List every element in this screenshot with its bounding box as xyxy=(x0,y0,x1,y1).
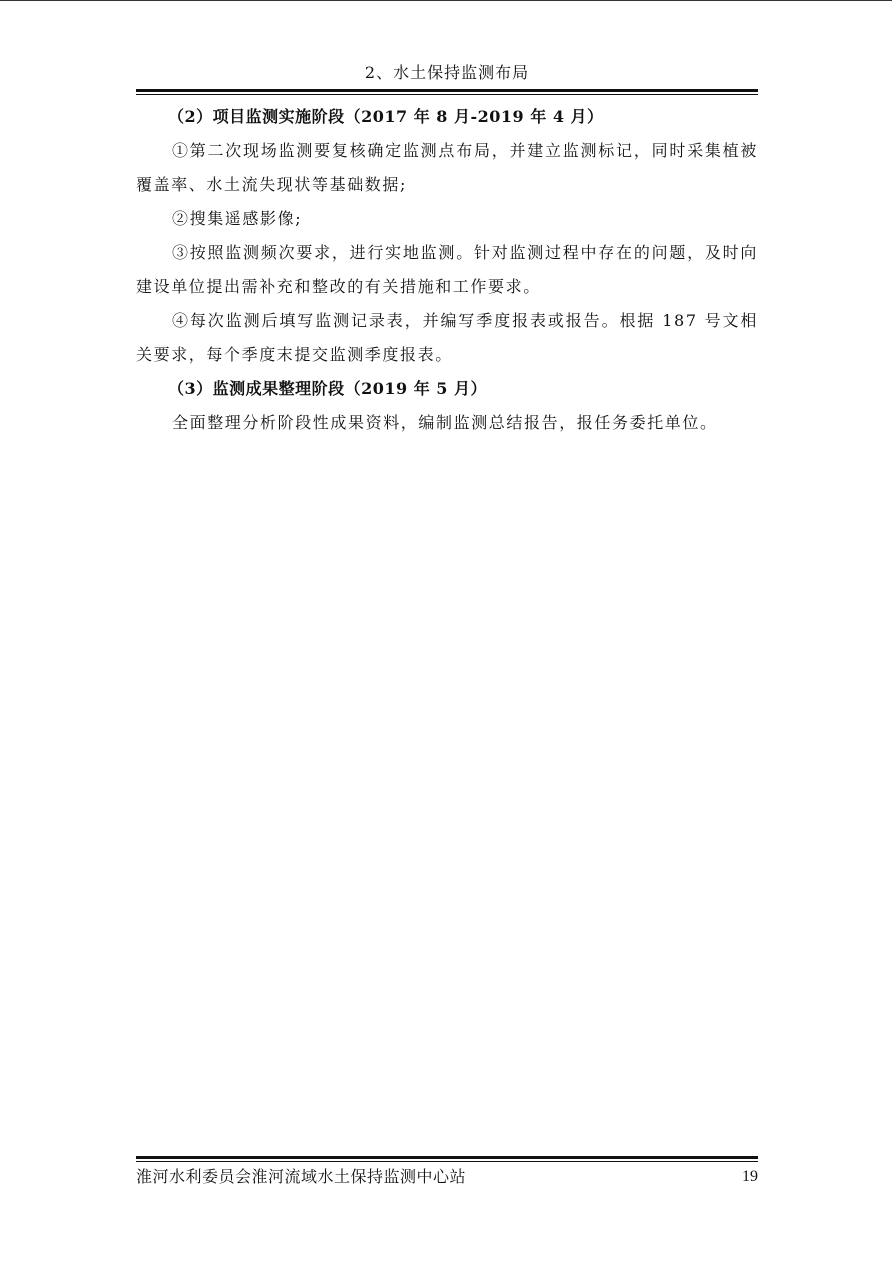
paragraph-step-1: ①第二次现场监测要复核确定监测点布局，并建立监测标记，同时采集植被覆盖率、水土流失现状等基础数据; xyxy=(136,141,758,194)
paragraph-step-2: ②搜集遥感影像; xyxy=(172,209,303,228)
paragraph-step-3: ③按照监测频次要求，进行实地监测。针对监测过程中存在的问题，及时向建设单位提出需补充和整改的有关措施和工作要求。 xyxy=(136,243,758,296)
section-heading-implementation: （2）项目监测实施阶段（2017 年 8 月-2019 年 4 月） xyxy=(168,107,604,126)
paragraph-step-4: ④每次监测后填写监测记录表，并编写季度报表或报告。根据 187 号文相关要求，每个季度末提交监测季度报表。 xyxy=(136,311,758,364)
page-top-border xyxy=(0,0,892,1)
footer-rule-thick xyxy=(136,1156,758,1159)
page-body xyxy=(136,100,758,440)
paragraph-results: 全面整理分析阶段性成果资料，编制监测总结报告，报任务委托单位。 xyxy=(172,413,718,432)
footer-rule-thin xyxy=(136,1161,758,1162)
section-heading-results: （3）监测成果整理阶段（2019 年 5 月） xyxy=(168,379,488,398)
header-rule-thick xyxy=(136,89,758,92)
header-rule-thin xyxy=(136,94,758,95)
running-header-title: 2、水土保持监测布局 xyxy=(364,63,530,82)
page-number: 19 xyxy=(742,1168,758,1185)
footer-organization: 淮河水利委员会淮河流域水土保持监测中心站 xyxy=(136,1167,467,1186)
